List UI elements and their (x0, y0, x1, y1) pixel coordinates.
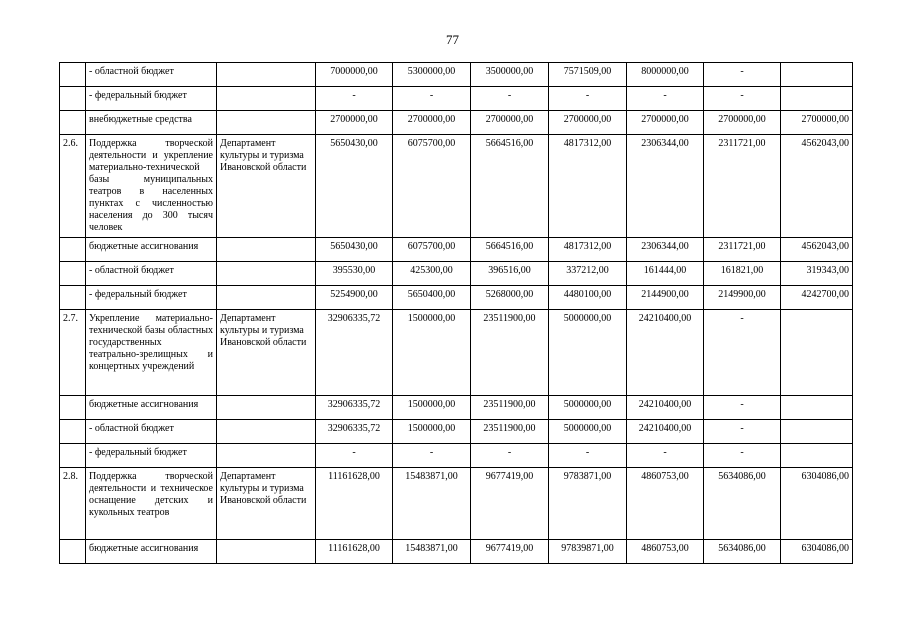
row-name: бюджетные ассигнования (86, 238, 217, 262)
value-cell: 5650400,00 (393, 286, 471, 310)
row-name: бюджетные ассигнования (86, 540, 217, 564)
row-name: - федеральный бюджет (86, 286, 217, 310)
value-cell: 15483871,00 (393, 468, 471, 540)
row-index: 2.6. (60, 135, 86, 238)
row-index (60, 444, 86, 468)
table-row (60, 468, 853, 540)
value-cell: 5000000,00 (549, 396, 627, 420)
value-cell: 1500000,00 (393, 396, 471, 420)
value-cell: 2700000,00 (549, 111, 627, 135)
value-cell: 2700000,00 (316, 111, 393, 135)
value-cell: - (316, 87, 393, 111)
value-cell: - (627, 444, 704, 468)
row-executor (217, 540, 316, 564)
row-index (60, 111, 86, 135)
value-cell: 4480100,00 (549, 286, 627, 310)
value-cell: 2306344,00 (627, 238, 704, 262)
value-cell: 5634086,00 (704, 540, 781, 564)
value-cell: 32906335,72 (316, 310, 393, 396)
row-executor (217, 262, 316, 286)
value-cell: - (316, 444, 393, 468)
value-cell: - (704, 396, 781, 420)
value-cell: 97839871,00 (549, 540, 627, 564)
value-cell: 2306344,00 (627, 135, 704, 238)
value-cell: - (704, 420, 781, 444)
row-executor (217, 63, 316, 87)
value-cell: 6304086,00 (781, 540, 853, 564)
value-cell: 4242700,00 (781, 286, 853, 310)
value-cell: 161444,00 (627, 262, 704, 286)
row-executor (217, 286, 316, 310)
value-cell: 15483871,00 (393, 540, 471, 564)
value-cell: 5254900,00 (316, 286, 393, 310)
value-cell: 9677419,00 (471, 540, 549, 564)
value-cell (781, 87, 853, 111)
value-cell: 5664516,00 (471, 135, 549, 238)
row-name: Поддержка творческой деятельности и техническое оснащение детских и кукольных театров (86, 468, 217, 540)
value-cell: 23511900,00 (471, 396, 549, 420)
row-index (60, 87, 86, 111)
row-index: 2.8. (60, 468, 86, 540)
table-row (60, 396, 853, 420)
row-name: - областной бюджет (86, 262, 217, 286)
value-cell: - (393, 87, 471, 111)
value-cell: 11161628,00 (316, 540, 393, 564)
value-cell: - (627, 87, 704, 111)
value-cell: 7000000,00 (316, 63, 393, 87)
value-cell: 32906335,72 (316, 420, 393, 444)
row-name: бюджетные ассигнования (86, 396, 217, 420)
value-cell: - (704, 444, 781, 468)
value-cell: 1500000,00 (393, 310, 471, 396)
value-cell: 5000000,00 (549, 420, 627, 444)
value-cell (781, 63, 853, 87)
value-cell: 7571509,00 (549, 63, 627, 87)
value-cell: 2149900,00 (704, 286, 781, 310)
row-index (60, 286, 86, 310)
row-index (60, 420, 86, 444)
value-cell: 337212,00 (549, 262, 627, 286)
value-cell: 4860753,00 (627, 540, 704, 564)
row-executor (217, 111, 316, 135)
table-row (60, 286, 853, 310)
value-cell: 8000000,00 (627, 63, 704, 87)
value-cell: - (471, 444, 549, 468)
value-cell: 2700000,00 (393, 111, 471, 135)
value-cell: 5634086,00 (704, 468, 781, 540)
value-cell: 23511900,00 (471, 420, 549, 444)
value-cell: 395530,00 (316, 262, 393, 286)
table-row (60, 444, 853, 468)
row-index (60, 540, 86, 564)
value-cell: - (704, 87, 781, 111)
value-cell: 6304086,00 (781, 468, 853, 540)
row-executor (217, 396, 316, 420)
value-cell: 161821,00 (704, 262, 781, 286)
value-cell: 4562043,00 (781, 238, 853, 262)
row-name: Поддержка творческой деятельности и укрепление материально-технической базы муниципальных театров в населенных пунктах с численностью населения до 300 тысяч человек (86, 135, 217, 238)
value-cell: - (704, 63, 781, 87)
value-cell: 5300000,00 (393, 63, 471, 87)
table-row (60, 111, 853, 135)
value-cell: 2700000,00 (627, 111, 704, 135)
value-cell: - (471, 87, 549, 111)
value-cell: 3500000,00 (471, 63, 549, 87)
value-cell: 5650430,00 (316, 238, 393, 262)
value-cell: 24210400,00 (627, 420, 704, 444)
value-cell: 4817312,00 (549, 238, 627, 262)
value-cell: - (704, 310, 781, 396)
row-executor: Департамент культуры и туризма Ивановской области (217, 468, 316, 540)
table-row (60, 63, 853, 87)
value-cell: 5268000,00 (471, 286, 549, 310)
row-name: - федеральный бюджет (86, 87, 217, 111)
row-index (60, 262, 86, 286)
value-cell: - (393, 444, 471, 468)
value-cell: - (549, 87, 627, 111)
row-index: 2.7. (60, 310, 86, 396)
value-cell: 6075700,00 (393, 238, 471, 262)
row-name: - федеральный бюджет (86, 444, 217, 468)
row-name: - областной бюджет (86, 420, 217, 444)
row-index (60, 63, 86, 87)
value-cell: 5000000,00 (549, 310, 627, 396)
value-cell: 23511900,00 (471, 310, 549, 396)
value-cell: 5650430,00 (316, 135, 393, 238)
table-row (60, 135, 853, 238)
row-name: Укрепление материально-технической базы областных государственных театрально-зрелищных и концертных учреждений (86, 310, 217, 396)
value-cell: 5664516,00 (471, 238, 549, 262)
row-name: внебюджетные средства (86, 111, 217, 135)
table-row (60, 262, 853, 286)
value-cell: 2700000,00 (704, 111, 781, 135)
value-cell: 4860753,00 (627, 468, 704, 540)
value-cell: 9783871,00 (549, 468, 627, 540)
value-cell: 2144900,00 (627, 286, 704, 310)
value-cell (781, 396, 853, 420)
table-row (60, 310, 853, 396)
value-cell: 396516,00 (471, 262, 549, 286)
value-cell: 4817312,00 (549, 135, 627, 238)
value-cell (781, 310, 853, 396)
value-cell: 2311721,00 (704, 135, 781, 238)
value-cell: 24210400,00 (627, 396, 704, 420)
value-cell: 24210400,00 (627, 310, 704, 396)
table-row (60, 420, 853, 444)
value-cell (781, 420, 853, 444)
value-cell: 2700000,00 (781, 111, 853, 135)
row-executor: Департамент культуры и туризма Ивановской области (217, 135, 316, 238)
table-row (60, 87, 853, 111)
value-cell: 2700000,00 (471, 111, 549, 135)
row-executor: Департамент культуры и туризма Ивановской области (217, 310, 316, 396)
row-index (60, 396, 86, 420)
value-cell: 9677419,00 (471, 468, 549, 540)
value-cell: - (549, 444, 627, 468)
table-row (60, 540, 853, 564)
budget-table (59, 62, 853, 564)
page-number: 77 (446, 32, 459, 47)
row-executor (217, 87, 316, 111)
value-cell: 2311721,00 (704, 238, 781, 262)
row-executor (217, 238, 316, 262)
row-index (60, 238, 86, 262)
value-cell (781, 444, 853, 468)
value-cell: 11161628,00 (316, 468, 393, 540)
value-cell: 32906335,72 (316, 396, 393, 420)
row-executor (217, 444, 316, 468)
value-cell: 4562043,00 (781, 135, 853, 238)
table-row (60, 238, 853, 262)
table-body (60, 63, 853, 564)
row-name: - областной бюджет (86, 63, 217, 87)
value-cell: 425300,00 (393, 262, 471, 286)
value-cell: 6075700,00 (393, 135, 471, 238)
value-cell: 319343,00 (781, 262, 853, 286)
value-cell: 1500000,00 (393, 420, 471, 444)
row-executor (217, 420, 316, 444)
